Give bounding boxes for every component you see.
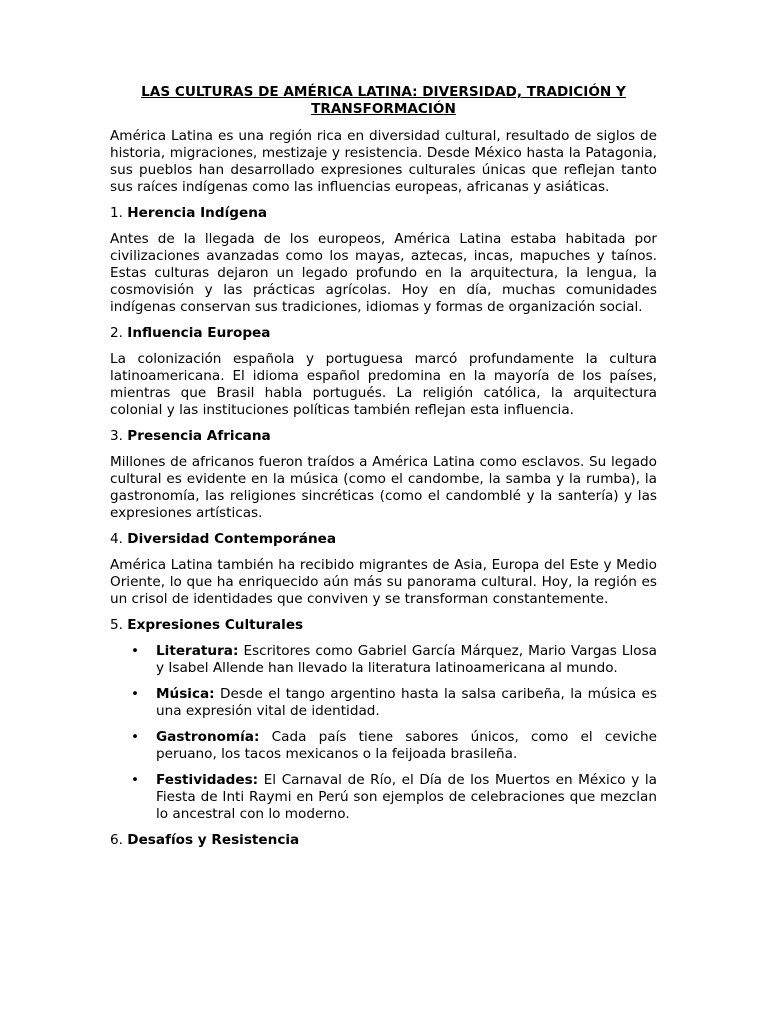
section-title: Influencia Europea <box>127 325 271 341</box>
bullet-text: Cada país tiene sabores únicos, como el ceviche peruano, los tacos mexicanos o la feijoada brasileña. <box>156 729 657 762</box>
bullet-term: Música: <box>156 686 215 702</box>
document-page <box>110 84 657 858</box>
intro-paragraph: América Latina es una región rica en diversidad cultural, resultado de siglos de historia, migraciones, mestizaje y resistencia. Desde México hasta la Patagonia, sus pueblos han desarrollado expresiones culturales únicas que reflejan tanto sus raíces indígenas como las influencias europeas, africanas y asiáticas. <box>110 128 657 195</box>
bullet-icon: • <box>131 729 140 745</box>
bullet-term: Literatura: <box>156 643 239 659</box>
section-title: Presencia Africana <box>127 428 271 444</box>
bullet-text: Desde el tango argentino hasta la salsa caribeña, la música es una expresión vital de identidad. <box>156 686 657 719</box>
list-item-literatura <box>131 643 657 677</box>
section-number: 2. <box>110 325 128 341</box>
expresiones-bullet-list <box>110 643 657 823</box>
document-title: LAS CULTURAS DE AMÉRICA LATINA: DIVERSIDAD, TRADICIÓN Y TRANSFORMACIÓN <box>141 84 626 117</box>
list-item-festividades <box>131 772 657 823</box>
section-paragraph-presencia-africana: Millones de africanos fueron traídos a América Latina como esclavos. Su legado cultural es evidente en la música (como el candombe, la samba y la rumba), la gastronomía, las religiones sincréticas (como el candomblé y la santería) y las expresiones artísticas. <box>110 454 657 521</box>
section-paragraph-herencia-indigena: Antes de la llegada de los europeos, América Latina estaba habitada por civilizaciones avanzadas como los mayas, aztecas, incas, mapuches y taínos. Estas culturas dejaron un legado profundo en la arquitectura, la lengua, la cosmovisión y las prácticas agrícolas. Hoy en día, muchas comunidades indígenas conservan sus tradiciones, idiomas y formas de organización social. <box>110 231 657 315</box>
section-heading-desafios-resistencia <box>110 832 657 849</box>
list-item-musica <box>131 686 657 720</box>
section-number: 5. <box>110 617 128 633</box>
section-number: 1. <box>110 205 128 221</box>
section-heading-diversidad-contemporanea <box>110 531 657 548</box>
section-heading-presencia-africana <box>110 428 657 445</box>
bullet-term: Gastronomía: <box>156 729 260 745</box>
section-title: Herencia Indígena <box>127 205 268 221</box>
section-paragraph-diversidad-contemporanea: América Latina también ha recibido migrantes de Asia, Europa del Este y Medio Oriente, lo que ha enriquecido aún más su panorama cultural. Hoy, la región es un crisol de identidades que conviven y se transforman constantemente. <box>110 557 657 607</box>
bullet-icon: • <box>131 643 140 659</box>
section-heading-herencia-indigena <box>110 205 657 222</box>
section-title: Expresiones Culturales <box>127 617 304 633</box>
section-heading-expresiones-culturales <box>110 617 657 634</box>
list-item-gastronomia <box>131 729 657 763</box>
section-number: 6. <box>110 832 128 848</box>
section-number: 4. <box>110 531 128 547</box>
section-number: 3. <box>110 428 128 444</box>
bullet-text: El Carnaval de Río, el Día de los Muertos en México y la Fiesta de Inti Raymi en Perú son ejemplos de celebraciones que mezclan lo ancestral con lo moderno. <box>156 772 657 822</box>
section-heading-influencia-europea <box>110 325 657 342</box>
bullet-icon: • <box>131 686 140 702</box>
bullet-icon: • <box>131 772 140 788</box>
section-title: Desafíos y Resistencia <box>127 832 300 848</box>
bullet-term: Festividades: <box>156 772 259 788</box>
section-paragraph-influencia-europea: La colonización española y portuguesa marcó profundamente la cultura latinoamericana. El idioma español predomina en la mayoría de los países, mientras que Brasil habla portugués. La religión católica, la arquitectura colonial y las instituciones políticas también reflejan esta influencia. <box>110 351 657 418</box>
bullet-text: Escritores como Gabriel García Márquez, Mario Vargas Llosa y Isabel Allende han llevado la literatura latinoamericana al mundo. <box>156 643 657 676</box>
section-title: Diversidad Contemporánea <box>127 531 337 547</box>
